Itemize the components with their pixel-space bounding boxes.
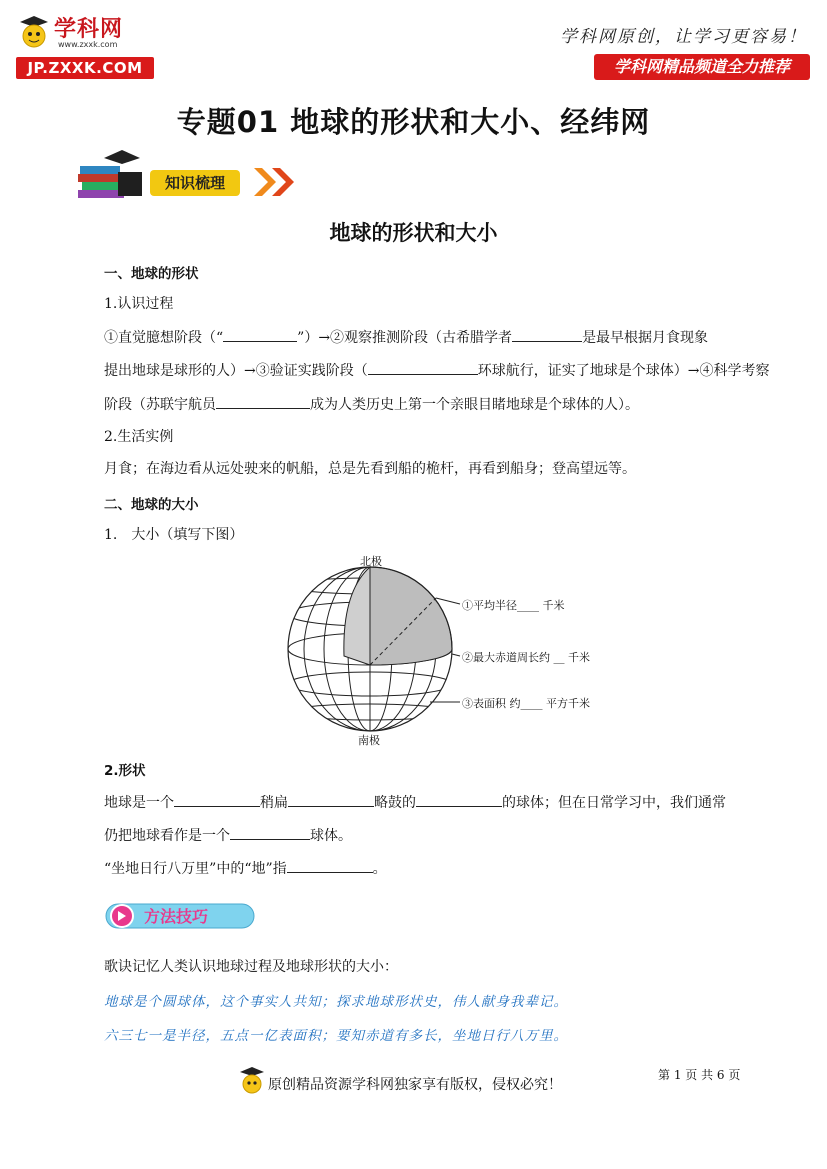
method-banner bbox=[104, 900, 256, 932]
method-banner-label: 方法技巧 bbox=[144, 907, 209, 926]
item-heading-examples: 2.生活实例 bbox=[104, 429, 174, 445]
answer-blank[interactable] bbox=[416, 792, 502, 807]
process-line-2: 提出地球是球形的人）→③验证实践阶段（ 环球航行，证实了地球是个球体）→④科学考察 bbox=[104, 360, 769, 381]
answer-blank[interactable] bbox=[287, 858, 373, 873]
logo-url: www.zxxk.com bbox=[58, 40, 118, 49]
page-number: 第 1 页 共 6 页 bbox=[658, 1068, 741, 1082]
answer-blank[interactable] bbox=[223, 327, 297, 342]
north-pole-label: 北极 bbox=[360, 555, 382, 568]
mascot-icon bbox=[16, 12, 52, 52]
life-example: 月食；在海边看从远处驶来的帆船，总是先看到船的桅杆，再看到船身；登高望远等。 bbox=[104, 461, 636, 477]
logo-text: 学科网 bbox=[54, 17, 124, 42]
heading-earth-shape: 一、地球的形状 bbox=[104, 266, 199, 282]
cutaway-wedge bbox=[370, 567, 452, 665]
logo-domain-badge[interactable]: JP.ZXXK.COM bbox=[16, 57, 154, 79]
process-line-1: ①直觉臆想阶段（“ ”）→②观察推测阶段（古希腊学者 是最早根据月食现象 bbox=[104, 327, 708, 348]
section-title: 地球的形状和大小 bbox=[329, 221, 498, 245]
item-heading-process: 1.认识过程 bbox=[104, 296, 174, 312]
process-line-3: 阶段（苏联宇航员 成为人类历史上第一个亲眼目睹地球是个球体的人）。 bbox=[104, 394, 639, 415]
page-title: 专题01 地球的形状和大小、经纬网 bbox=[176, 105, 651, 139]
heading-earth-size: 二、地球的大小 bbox=[104, 497, 199, 513]
south-pole-label: 南极 bbox=[358, 734, 380, 747]
answer-blank[interactable] bbox=[368, 360, 478, 375]
method-intro: 歌诀记忆人类认识地球过程及地球形状的大小： bbox=[104, 959, 398, 975]
mascot-icon bbox=[238, 1064, 266, 1098]
verse-line-2: 六三七一是半径，五点一亿表面积；要知赤道有多长，坐地日行八万里。 bbox=[104, 1028, 568, 1044]
item-heading-size: 1. 大小（填写下图） bbox=[104, 527, 244, 543]
verse-line-1: 地球是个圆球体，这个事实人共知；探求地球形状史，伟人献身我辈记。 bbox=[104, 994, 568, 1010]
item-heading-shape: 2.形状 bbox=[104, 763, 146, 779]
answer-blank[interactable] bbox=[512, 327, 582, 342]
shape-line-2: 仍把地球看作是一个 球体。 bbox=[104, 825, 352, 846]
slogan: 学科网原创，让学习更容易！ bbox=[560, 27, 807, 47]
channel-badge: 学科网精品频道全力推荐 bbox=[594, 54, 810, 80]
answer-blank[interactable] bbox=[230, 825, 310, 840]
answer-blank[interactable] bbox=[174, 792, 260, 807]
knowledge-banner-label: 知识梳理 bbox=[150, 170, 240, 196]
answer-blank[interactable] bbox=[216, 394, 310, 409]
shape-line-1: 地球是一个 稍扁 略鼓的 的球体；但在日常学习中，我们通常 bbox=[104, 792, 726, 813]
answer-blank[interactable] bbox=[288, 792, 374, 807]
radius-label: ①平均半径____ 千米 bbox=[462, 599, 565, 612]
copyright-notice: 原创精品资源学科网独家享有版权，侵权必究！ bbox=[268, 1077, 562, 1093]
surface-area-label: ③表面积 约____ 平方千米 bbox=[462, 697, 590, 710]
earth-size-diagram bbox=[280, 552, 620, 748]
quote-line: “坐地日行八万里”中的“地”指 。 bbox=[104, 858, 387, 879]
circumference-label: ②最大赤道周长约 __ 千米 bbox=[462, 651, 590, 664]
